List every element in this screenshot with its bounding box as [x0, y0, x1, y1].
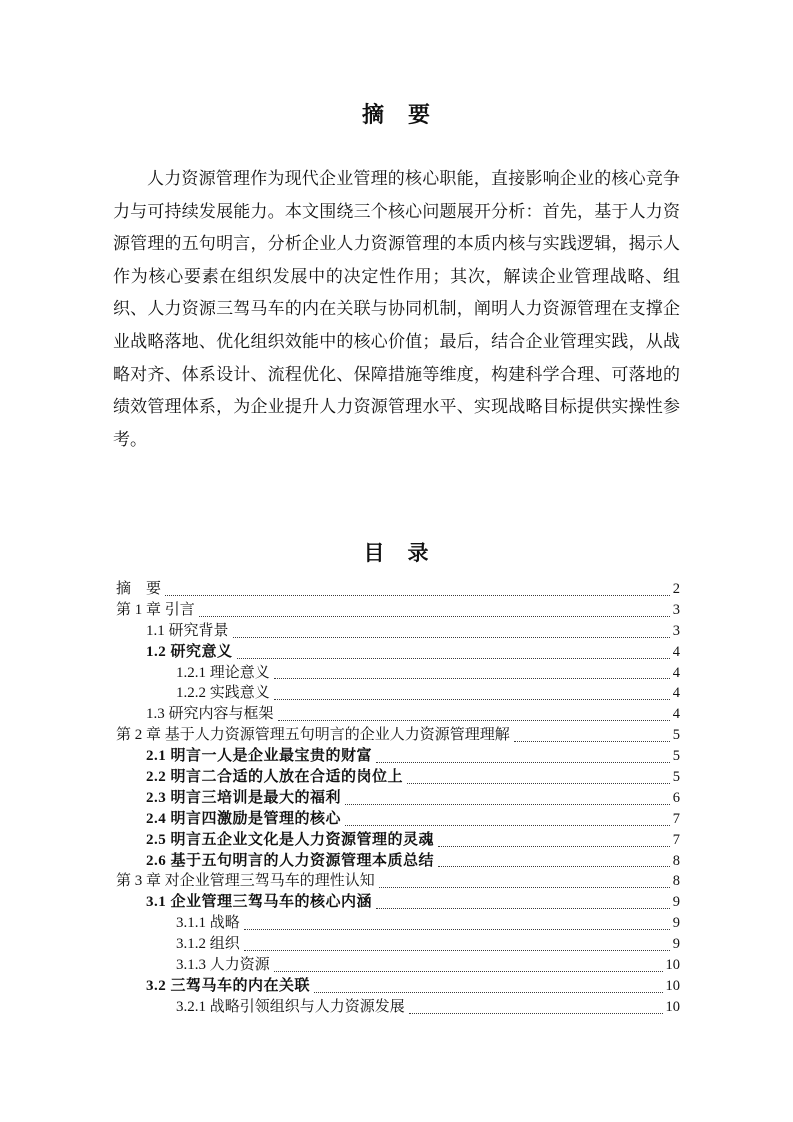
toc-leader-dots — [514, 741, 670, 742]
toc-entry[interactable] — [113, 871, 680, 892]
toc-entry-label: 3.2 三驾马车的内在关联 — [146, 977, 311, 994]
toc-entry[interactable] — [113, 976, 680, 997]
toc-entry[interactable] — [113, 704, 680, 725]
toc-entry-page: 10 — [665, 957, 680, 974]
abstract-paragraph: 人力资源管理作为现代企业管理的核心职能，直接影响企业的核心竞争力与可持续发展能力。本文围绕三个核心问题展开分析：首先，基于人力资源管理的五句明言，分析企业人力资源管理的本质内核与实践逻辑，揭示人作为核心要素在组织发展中的决定性作用；其次，解读企业管理战略、组织、人力资源三驾马车的内在关联与协同机制，阐明人力资源管理在支撑企业战略落地、优化组织效能中的核心价值；最后，结合企业管理实践，从战略对齐、体系设计、流程优化、保障措施等维度，构建科学合理、可落地的绩效管理体系，为企业提升人力资源管理水平、实现战略目标提供实操性参考。 — [113, 169, 680, 449]
toc-entry[interactable] — [113, 892, 680, 913]
toc-entry[interactable] — [113, 600, 680, 621]
toc-entry[interactable] — [113, 579, 680, 600]
toc-entry-page: 4 — [672, 706, 680, 723]
toc-entry-label: 3.2.1 战略引领组织与人力资源发展 — [176, 998, 405, 1015]
toc-entry-page: 9 — [672, 915, 680, 932]
toc-leader-dots — [274, 971, 663, 972]
toc-entry[interactable] — [113, 725, 680, 746]
toc-entry-label: 1.2 研究意义 — [146, 643, 233, 660]
toc-entry-page: 7 — [672, 831, 680, 848]
toc-leader-dots — [376, 908, 670, 909]
toc-entry-page: 9 — [672, 894, 680, 911]
toc-leader-dots — [199, 616, 670, 617]
toc-entry-page: 9 — [672, 936, 680, 953]
toc-entry[interactable] — [113, 663, 680, 684]
toc-entry-page: 3 — [672, 601, 680, 618]
toc-leader-dots — [237, 658, 670, 659]
toc-entry-page: 7 — [672, 810, 680, 827]
toc-leader-dots — [345, 804, 670, 805]
toc-leader-dots — [244, 929, 670, 930]
toc-entry[interactable] — [113, 997, 680, 1018]
toc-entry-label: 2.1 明言一人是企业最宝贵的财富 — [146, 748, 373, 765]
toc-leader-dots — [274, 678, 670, 679]
toc-entry[interactable] — [113, 788, 680, 809]
toc-entry-label: 2.5 明言五企业文化是人力资源管理的灵魂 — [146, 831, 435, 848]
toc-entry[interactable] — [113, 851, 680, 872]
toc-entry-label: 2.6 基于五句明言的人力资源管理本质总结 — [146, 852, 435, 869]
toc-leader-dots — [233, 637, 670, 638]
toc-entry-label: 第 1 章 引言 — [116, 601, 195, 618]
toc-entry-page: 10 — [665, 998, 680, 1015]
toc-entry[interactable] — [113, 934, 680, 955]
toc-entry[interactable] — [113, 683, 680, 704]
toc-title: 目 录 — [363, 541, 430, 565]
toc-entry-label: 3.1.1 战略 — [176, 915, 240, 932]
toc-entry-label: 1.2.1 理论意义 — [176, 664, 270, 681]
toc-entry-label: 2.3 明言三培训是最大的福利 — [146, 789, 342, 806]
toc-entry-page: 10 — [665, 977, 680, 994]
toc-leader-dots — [407, 783, 670, 784]
toc-leader-dots — [438, 846, 670, 847]
toc-entry-page: 4 — [672, 643, 680, 660]
toc-entry-page: 6 — [672, 789, 680, 806]
toc-leader-dots — [376, 762, 670, 763]
toc-entry[interactable] — [113, 809, 680, 830]
toc-entry-label: 2.2 明言二合适的人放在合适的岗位上 — [146, 769, 404, 785]
toc-entry[interactable] — [113, 913, 680, 934]
toc-leader-dots — [409, 1013, 663, 1014]
toc-entry-label: 第 2 章 基于人力资源管理五句明言的企业人力资源管理理解 — [116, 727, 510, 744]
toc-leader-dots — [274, 699, 670, 700]
toc-leader-dots — [314, 992, 662, 993]
toc-entry-label: 1.3 研究内容与框架 — [146, 706, 274, 723]
toc-entry[interactable] — [113, 746, 680, 767]
toc-entry[interactable] — [113, 830, 680, 851]
toc-entry[interactable] — [113, 621, 680, 642]
toc-entry[interactable] — [113, 642, 680, 663]
toc-entry-page: 3 — [672, 622, 680, 639]
toc-leader-dots — [438, 866, 670, 867]
toc-entry-label: 1.2.2 实践意义 — [176, 685, 270, 702]
toc-entry-page: 4 — [672, 664, 680, 681]
toc-entry-page: 2 — [672, 580, 680, 597]
toc-entry-label: 3.1.2 组织 — [176, 936, 240, 953]
toc-entry-page: 5 — [672, 727, 680, 744]
toc-entry-page: 8 — [672, 873, 680, 890]
toc-entry-label: 第 3 章 对企业管理三驾马车的理性认知 — [116, 873, 375, 890]
toc-leader-dots — [165, 595, 670, 596]
toc-entry-page: 5 — [672, 748, 680, 765]
toc-entry-label: 3.1 企业管理三驾马车的核心内涵 — [146, 894, 373, 911]
toc-leader-dots — [345, 825, 670, 826]
toc-leader-dots — [244, 950, 670, 951]
toc-entry-label: 1.1 研究背景 — [146, 622, 229, 639]
toc-entry[interactable] — [113, 767, 680, 788]
toc-list — [113, 579, 680, 1018]
toc-entry-label: 2.4 明言四激励是管理的核心 — [146, 810, 342, 827]
toc-entry-page: 5 — [672, 769, 680, 785]
toc-entry[interactable] — [113, 955, 680, 976]
toc-entry-page: 8 — [672, 852, 680, 869]
toc-entry-label: 摘 要 — [116, 580, 162, 597]
toc-leader-dots — [379, 887, 670, 888]
toc-leader-dots — [278, 720, 670, 721]
toc-entry-label: 3.1.3 人力资源 — [176, 957, 270, 974]
toc-entry-page: 4 — [672, 685, 680, 702]
abstract-title: 摘 要 — [361, 102, 431, 127]
